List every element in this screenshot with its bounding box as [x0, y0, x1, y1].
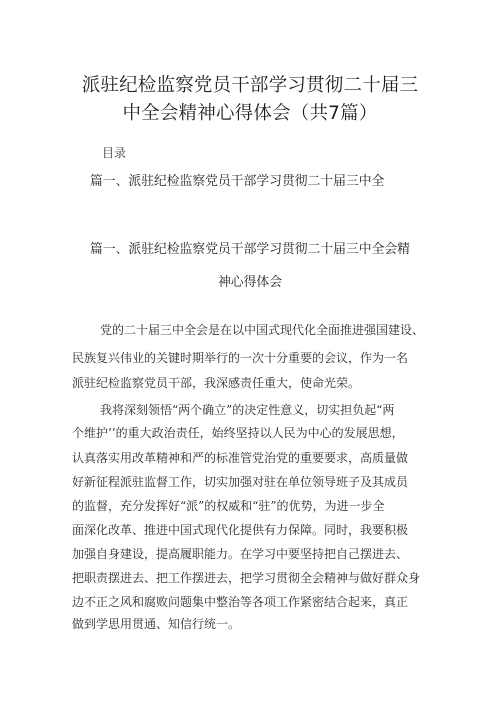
paragraph-2-line-3: 认真落实用改革精神和严的标准管党治党的重要要求，高质量做 — [72, 451, 409, 465]
toc-label: 目录 — [102, 146, 127, 160]
paragraph-2-line-5: 的监督，充分发挥好“派”的权威和“驻”的优势，为进一步全 — [72, 499, 385, 513]
paragraph-2-line-10: 做到学思用贯通、知信行统一。 — [72, 617, 241, 631]
toc-item[interactable]: 篇一、派驻纪检监察党员干部学习贯彻二十届三中全 — [90, 174, 385, 189]
paragraph-2-line-8: 把职责摆进去、把工作摆进去，把学习贯彻全会精神与做好群众身 — [72, 571, 421, 585]
paragraph-2-line-2: 个维护’’的重大政治责任，始终坚持以人民为中心的发展思想， — [72, 426, 404, 440]
document-title-line-1: 派驻纪检监察党员干部学习贯彻二十届三 — [81, 75, 419, 96]
document-title-line-2: 中全会精神心得体会（共7篇） — [122, 103, 378, 124]
paragraph-2-line-9: 边不正之风和腐败问题集中整治等各项工作紧密结合起来，真正 — [72, 595, 409, 609]
paragraph-1-line-1: 党的二十届三中全会是在以中国式现代化全面推进强国建设、 — [100, 323, 425, 337]
paragraph-2-line-7: 加强自身建设，提高履职能力。在学习中要坚持把自己摆进去、 — [72, 547, 409, 561]
section-title-line-2: 神心得体会 — [218, 275, 282, 290]
paragraph-1-line-2: 民族复兴伟业的关键时期举行的一次十分重要的会议，作为一名 — [72, 351, 409, 365]
paragraph-2-line-6: 面深化改革、推进中国式现代化提供有力保障。同时，我要积极 — [72, 523, 409, 537]
paragraph-1-line-3: 派驻纪检监察党员干部，我深感责任重大，使命光荣。 — [72, 376, 361, 390]
paragraph-2-line-4: 好新征程派驻监督工作，切实加强对驻在单位领导班子及其成员 — [72, 475, 409, 489]
paragraph-2-line-1: 我将深刻领悟“两个确立”的决定性意义，切实担负起“两 — [100, 403, 395, 417]
section-title-line-1: 篇一、派驻纪检监察党员干部学习贯彻二十届三中全会精 — [90, 242, 410, 257]
